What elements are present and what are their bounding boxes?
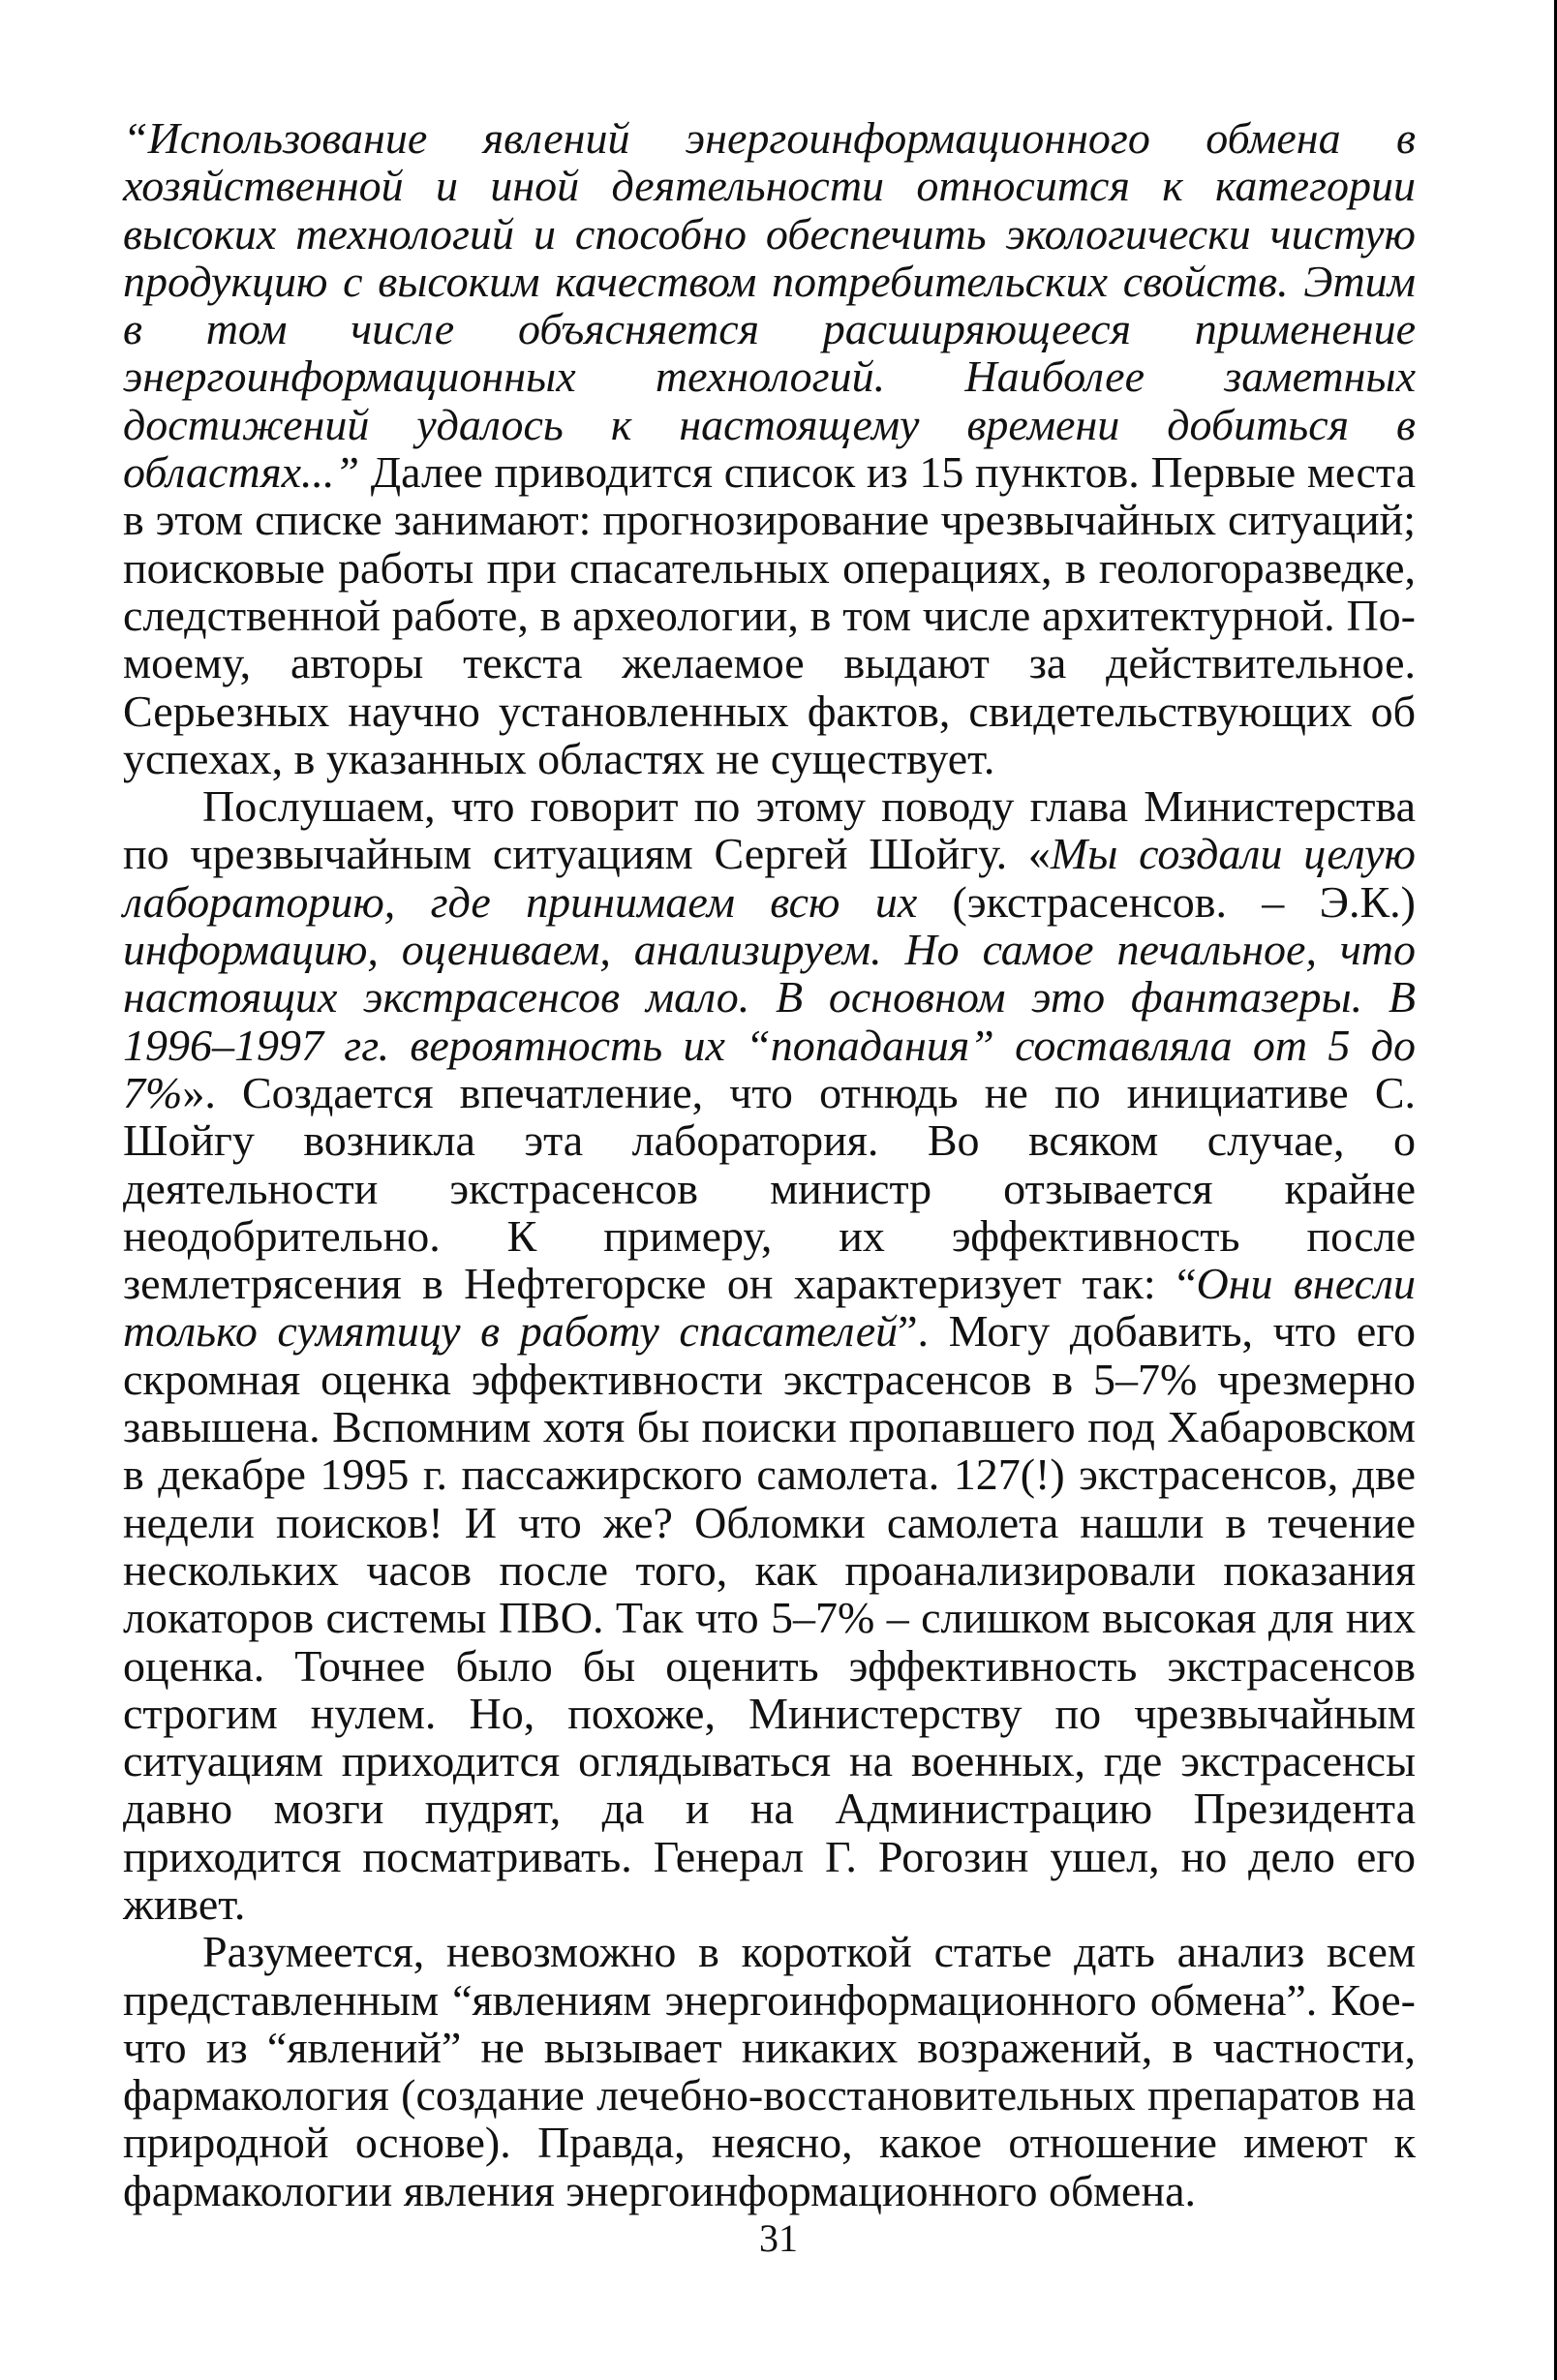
paragraph-3 [123,1928,1416,2214]
paragraph-text: Далее приводится список из 15 пунктов. Первые места в этом списке занимают: прогнозирование чрезвычайных ситуаций; поисковые работы при спасательных операциях, в геологоразведке, следственной работе, в археологии, в том числе архитектурной. По-моему, авторы текста желаемое выдают за действительное. Серьезных научно установленных фактов, свидетельствующих об успехах, в указанных областях не существует. [123,447,1416,783]
page-number: 31 [759,2216,798,2260]
paragraph-text: Послушаем, что говорит по этому поводу глава Министерства по чрезвычайным ситуациям Сергей Шойгу. « [123,781,1416,879]
paragraph-text: ». Создается впечатление, что отнюдь не по инициативе С. Шойгу возникла эта лаборатория. Во всяком случае, о деятельности экстрасенсов министр отзывается крайне неодобрительно. К примеру, их эффективность после землетрясения в Нефтегорске он характеризует так: “ [123,1067,1416,1309]
page-body-text [123,114,1416,2214]
paragraph-text: Разумеется, невозможно в короткой статье дать анализ всем представленным “явлениям энергоинформационного обмена”. Кое-что из “явлений” не вызывает никаких возражений, в частности, фармакология (создание лечебно-восстановительных препаратов на природной основе). Правда, неясно, какое отношение имеют к фармакологии явления энергоинформационного обмена. [123,1927,1416,2215]
paragraph-text: ”. Могу добавить, что его скромная оценка эффективности экстрасенсов в 5–7% чрезмерно завышена. Вспомним хотя бы поиски пропавшего под Хабаровском в декабре 1995 г. пассажирского самолета. 127(!) экстрасенсов, две недели поисков! И что же? Обломки самолета нашли в течение нескольких часов после того, как проанализировали показания локаторов системы ПВО. Так что 5–7% – слишком высокая для них оценка. Точнее было бы оценить эффективность экстрасенсов строгим нулем. Но, похоже, Министерству по чрезвычайным ситуациям приходится оглядываться на военных, где экстрасенсы давно мозги пудрят, да и на Администрацию Президента приходится посматривать. Генерал Г. Рогозин ушел, но дело его живет. [123,1306,1417,1929]
paragraph-2 [123,782,1416,1928]
quote-italic-text: “Использование явлений энергоинформационного обмена в хозяйственной и иной деятельности относится к категории высоких технологий и способно обеспечить экологически чистую продукцию с высоким качеством потребительских свойств. Этим в том числе объясняется расширяющееся применение энергоинформационных технологий. Наиболее заметных достижений удалось к настоящему времени добиться в областях...” [123,113,1416,498]
paragraph-1 [123,114,1416,782]
paragraph-text: (экстрасенсов. – Э.К.) [917,876,1416,927]
quote-italic-text: информацию, оцениваем, анализируем. Но самое печальное, что настоящих экстрасенсов мало. В основном это фантазеры. В 1996–1997 гг. вероятность их “попадания” составляла от 5 до 7% [123,925,1416,1117]
quote-italic-text: Они внесли только сумятицу в работу спасателей [123,1259,1416,1357]
quote-italic-text: Мы создали целую лабораторию, где принимаем всю их [123,829,1416,927]
